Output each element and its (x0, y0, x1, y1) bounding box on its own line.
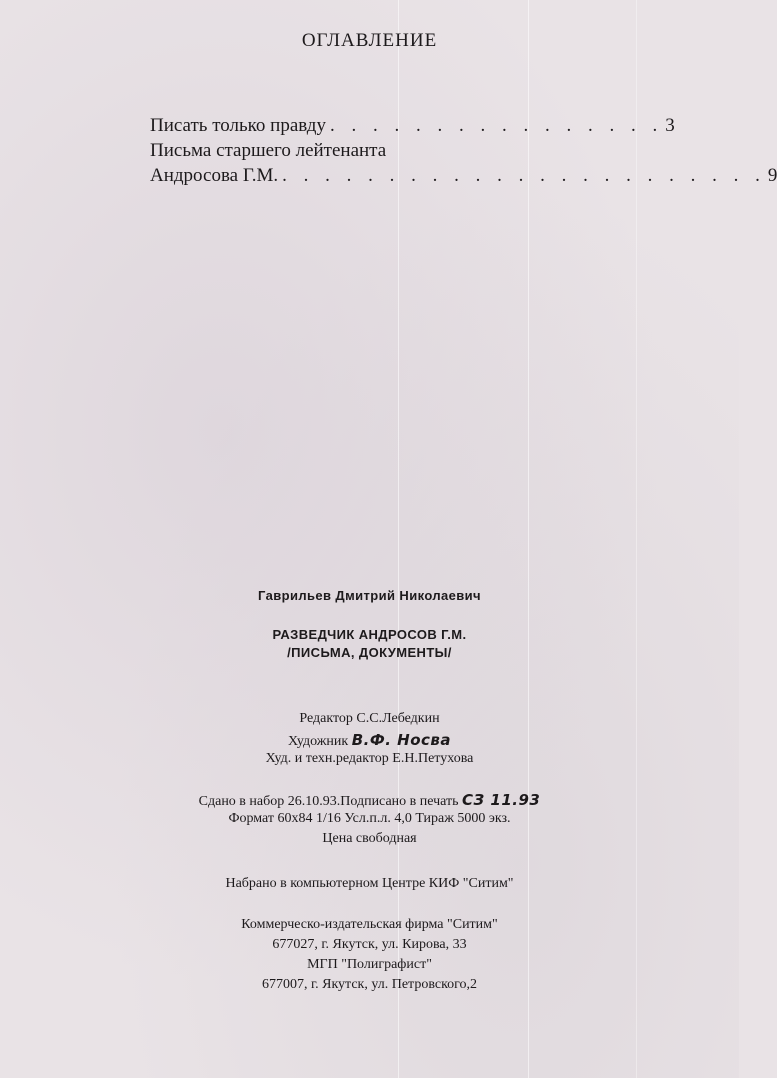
toc-entry-page: 9 (767, 165, 777, 186)
publisher-address: 677027, г. Якутск, ул. Кирова, 33 (272, 937, 467, 952)
toc-entry (150, 138, 620, 163)
printer-name: МГП "Полиграфист" (307, 957, 432, 972)
toc-entry-title: Андросова Г.М. (150, 165, 279, 186)
format-info: Формат 60x84 1/16 Усл.п.л. 4,0 Тираж 5000 экз. (228, 811, 511, 826)
toc-entry-title: Письма старшего лейтенанта (150, 140, 387, 161)
artist-credit (0, 731, 739, 750)
printer-address: 677007, г. Якутск, ул. Петровского,2 (261, 977, 478, 992)
editor-credit: Редактор С.С.Лебедкин (299, 711, 440, 726)
tech-editor-credit: Худ. и техн.редактор Е.Н.Петухова (265, 751, 474, 766)
sent-to-set-text: Сдано в набор 26.10.93.Подписано в печать (198, 794, 459, 809)
artist-name-stamp: В.Ф. Носва (351, 731, 452, 749)
publisher-name: Коммерческо-издательская фирма "Ситим" (241, 917, 498, 932)
book-subtitle: /ПИСЬМА, ДОКУМЕНТЫ/ (287, 645, 452, 660)
toc-entry-leader: . . . . . . . . . . . . . . . . . . . . . . . (282, 165, 766, 186)
book-title: РАЗВЕДЧИК АНДРОСОВ Г.М. (272, 627, 467, 642)
toc-entry (150, 113, 675, 138)
typeset-info: Набрано в компьютерном Центре КИФ "Ситим" (225, 876, 514, 891)
toc-entry-leader: . . . . . . . . . . . . . . . . (329, 115, 664, 136)
author-name: Гаврильев Дмитрий Николаевич (258, 588, 481, 603)
price-info: Цена свободная (322, 831, 417, 846)
signed-date-stamp: СЗ 11.93 (462, 791, 541, 809)
table-of-contents (150, 113, 777, 188)
toc-entry-title: Писать только правду (150, 115, 326, 136)
toc-heading: ОГЛАВЛЕНИЕ (301, 30, 438, 51)
artist-label: Художник (287, 734, 349, 749)
toc-entry (150, 163, 777, 188)
toc-entry-page: 3 (665, 115, 675, 136)
print-dates (0, 791, 739, 810)
